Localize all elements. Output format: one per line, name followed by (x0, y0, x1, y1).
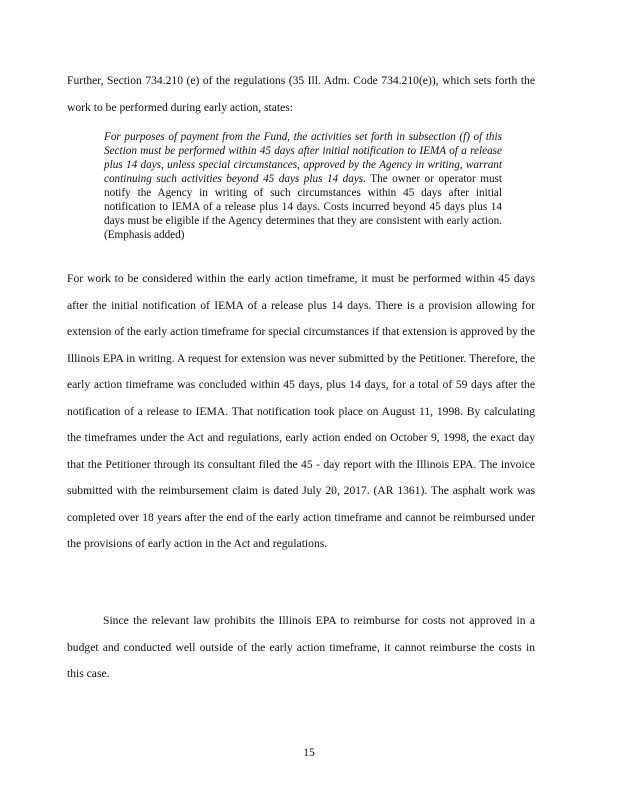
intro-paragraph: Further, Section 734.210 (e) of the regulations (35 Ill. Adm. Code 734.210(e)), which sets forth the work to be performed during early action, states: (67, 74, 535, 114)
analysis-paragraph: For work to be considered within the early action timeframe, it must be performed within 45 days after the initial notification of IEMA of a release plus 14 days. There is a provision allowing for extension of the early action timeframe for special circumstances if that extension is approved by the Illinois EPA in writing. A request for extension was never submitted by the Petitioner. Therefore, the early action timeframe was concluded within 45 days, plus 14 days, for a total of 59 days after the notification of a release to IEMA. That notification took place on August 11, 1998. By calculating the timeframes under the Act and regulations, early action ended on October 9, 1998, the exact day that the Petitioner through its consultant filed the 45 - day report with the Illinois EPA. The invoice submitted with the reimbursement claim is dated July 20, 2017. (AR 1361). The asphalt work was completed over 18 years after the end of the early action timeframe and cannot be reimbursed under the provisions of early action in the Act and regulations. (67, 272, 535, 550)
page-number: 15 (303, 746, 315, 759)
conclusion-paragraph: Since the relevant law prohibits the Illinois EPA to reimburse for costs not approved in a budget and conducted well outside of the early action timeframe, it cannot reimburse the costs in this case. (67, 614, 535, 680)
block-quote (104, 130, 502, 242)
block-quote-emphasized-text: For purposes of payment from the Fund, the activities set forth in subsection (f) of this Section must be performed within 45 days after initial notification to IEMA of a release plus 14 days, unless special circumstances, approved by the Agency in writing, warrant continuing such activities beyond 45 days plus 14 days. (104, 131, 502, 185)
block-quote-regular-text: The owner or operator must notify the Agency in writing of such circumstances within 45 days after initial notification to IEMA of a release plus 14 days. Costs incurred beyond 45 days plus 14 days must be eligible if the Agency determines that they are consistent with early action. (Emphasis added) (104, 173, 503, 241)
